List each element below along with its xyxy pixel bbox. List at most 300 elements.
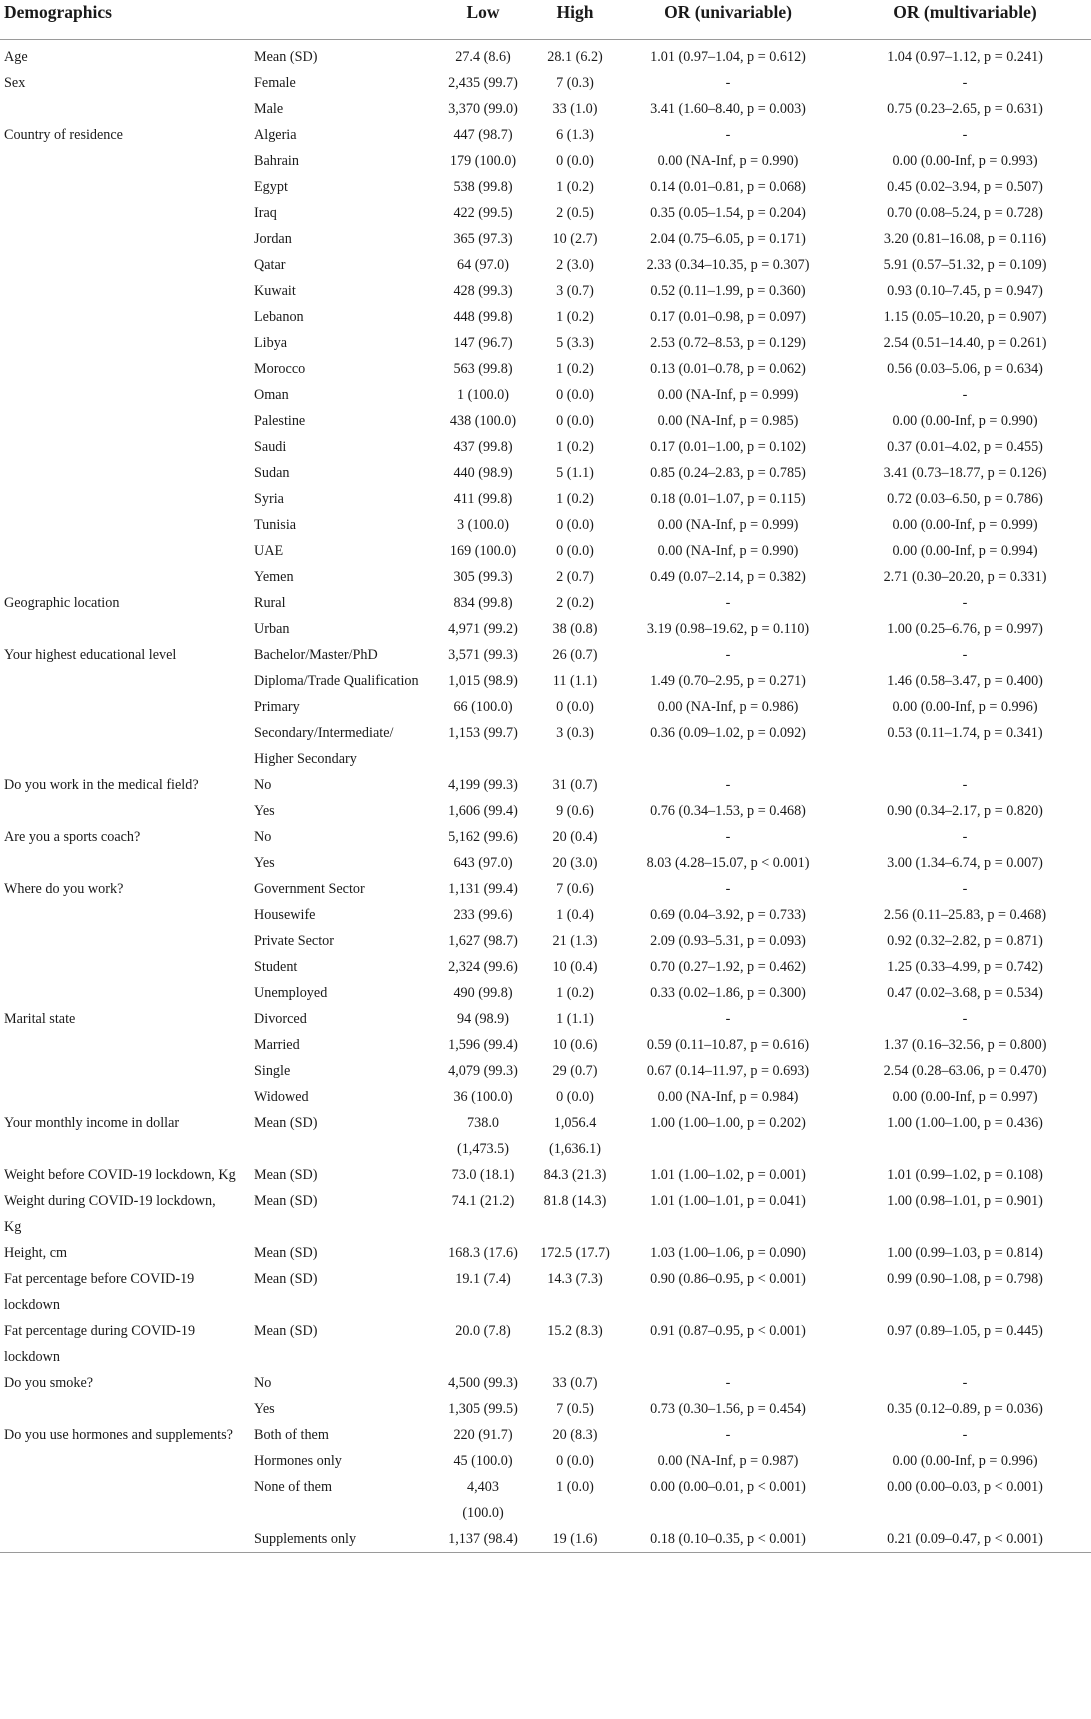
or-multivariable-cell: 0.00 (0.00-Inf, p = 0.996) [892, 698, 1038, 715]
table-row [0, 902, 1091, 928]
or-univariable-cell [617, 1344, 839, 1370]
category-cell: Rural [254, 594, 286, 611]
category-cell: Iraq [254, 204, 277, 221]
table-row [0, 590, 1091, 616]
or-univariable-cell: 1.00 (1.00–1.00, p = 0.202) [650, 1114, 806, 1131]
category-cell: Male [254, 100, 284, 117]
category-cell: Lebanon [254, 308, 304, 325]
variable-cell: Where do you work? [4, 880, 124, 897]
or-univariable-cell: 0.00 (NA-Inf, p = 0.999) [657, 386, 799, 403]
or-univariable-cell: 0.49 (0.07–2.14, p = 0.382) [650, 568, 806, 585]
category-cell: Mean (SD) [254, 1244, 318, 1261]
high-cell: 1,056.4 [553, 1114, 597, 1131]
table-row [0, 174, 1091, 200]
category-cell: Mean (SD) [254, 1270, 318, 1287]
high-cell: 0 (0.0) [556, 1452, 594, 1469]
high-cell [533, 1292, 617, 1318]
high-cell [533, 1500, 617, 1526]
table-row [0, 850, 1091, 876]
or-univariable-cell: 0.33 (0.02–1.86, p = 0.300) [650, 984, 806, 1001]
table-row [0, 39, 1091, 70]
or-univariable-cell: 0.67 (0.14–11.97, p = 0.693) [646, 1062, 810, 1079]
variable-cell: Are you a sports coach? [4, 828, 141, 845]
table-row [0, 434, 1091, 460]
table-row [0, 1448, 1091, 1474]
or-multivariable-cell: - [962, 828, 968, 845]
or-multivariable-cell: 0.90 (0.34–2.17, p = 0.820) [887, 802, 1043, 819]
or-univariable-cell: 0.70 (0.27–1.92, p = 0.462) [650, 958, 806, 975]
variable-cell [0, 1474, 250, 1500]
table-header [0, 0, 1091, 39]
category-cell: Married [254, 1036, 300, 1053]
low-cell: 168.3 (17.6) [448, 1244, 518, 1261]
high-cell: 10 (2.7) [552, 230, 598, 247]
low-cell: (100.0) [462, 1504, 504, 1521]
or-multivariable-cell: 0.00 (0.00-Inf, p = 0.990) [892, 412, 1038, 429]
variable-cell [0, 538, 250, 564]
high-cell: 3 (0.7) [556, 282, 594, 299]
variable-cell [0, 252, 250, 278]
or-multivariable-cell: 0.00 (0.00-Inf, p = 0.993) [892, 152, 1038, 169]
or-univariable-cell: 2.33 (0.34–10.35, p = 0.307) [646, 256, 810, 273]
high-cell: 10 (0.6) [552, 1036, 598, 1053]
low-cell: 3,370 (99.0) [448, 100, 518, 117]
table-row [0, 954, 1091, 980]
or-multivariable-cell: 0.00 (0.00–0.03, p < 0.001) [887, 1478, 1043, 1495]
variable-cell: Kg [4, 1218, 22, 1235]
or-multivariable-cell: - [962, 1426, 968, 1443]
high-cell: 21 (1.3) [552, 932, 598, 949]
or-multivariable-cell [839, 1344, 1091, 1370]
or-univariable-cell: 0.00 (NA-Inf, p = 0.984) [657, 1088, 799, 1105]
table-row [0, 1500, 1091, 1526]
category-cell: Qatar [254, 256, 286, 273]
category-cell: Diploma/Trade Qualification [254, 672, 419, 689]
category-cell: Morocco [254, 360, 306, 377]
high-cell [533, 746, 617, 772]
variable-cell: Fat percentage during COVID-19 [4, 1322, 196, 1339]
table-row [0, 928, 1091, 954]
low-cell: 20.0 (7.8) [455, 1322, 511, 1339]
or-univariable-cell: 1.49 (0.70–2.95, p = 0.271) [650, 672, 806, 689]
high-cell: 172.5 (17.7) [540, 1244, 610, 1261]
high-cell: 1 (0.2) [556, 984, 594, 1001]
variable-cell [0, 96, 250, 122]
or-multivariable-cell: 2.71 (0.30–20.20, p = 0.331) [883, 568, 1047, 585]
low-cell: 440 (98.9) [453, 464, 513, 481]
category-cell [250, 1292, 433, 1318]
table-row [0, 798, 1091, 824]
header-demographics: Demographics [0, 0, 250, 39]
variable-cell [0, 564, 250, 590]
or-univariable-cell: 2.09 (0.93–5.31, p = 0.093) [650, 932, 806, 949]
high-cell: 11 (1.1) [552, 672, 598, 689]
table-row [0, 824, 1091, 850]
category-cell: Government Sector [254, 880, 365, 897]
or-multivariable-cell: 0.47 (0.02–3.68, p = 0.534) [887, 984, 1043, 1001]
low-cell: 2,435 (99.7) [448, 74, 518, 91]
or-multivariable-cell [839, 1214, 1091, 1240]
low-cell: 4,199 (99.3) [448, 776, 518, 793]
low-cell: 437 (99.8) [453, 438, 513, 455]
category-cell: Female [254, 74, 296, 91]
category-cell: Divorced [254, 1010, 307, 1027]
low-cell: 1,596 (99.4) [448, 1036, 518, 1053]
table-row [0, 486, 1091, 512]
low-cell: 36 (100.0) [453, 1088, 513, 1105]
or-multivariable-cell: 1.01 (0.99–1.02, p = 0.108) [887, 1166, 1043, 1183]
table-row [0, 148, 1091, 174]
variable-cell [0, 928, 250, 954]
table-row [0, 96, 1091, 122]
category-cell: Yes [254, 1400, 275, 1417]
or-univariable-cell: 0.36 (0.09–1.02, p = 0.092) [650, 724, 806, 741]
category-cell: No [254, 828, 272, 845]
or-univariable-cell: 0.14 (0.01–0.81, p = 0.068) [650, 178, 806, 195]
table-row [0, 1032, 1091, 1058]
variable-cell: Country of residence [4, 126, 123, 143]
or-univariable-cell: 0.00 (0.00–0.01, p < 0.001) [650, 1478, 806, 1495]
category-cell: UAE [254, 542, 284, 559]
variable-cell [0, 1526, 250, 1553]
or-univariable-cell: 0.18 (0.01–1.07, p = 0.115) [650, 490, 806, 507]
low-cell: 94 (98.9) [456, 1010, 509, 1027]
table-row [0, 564, 1091, 590]
high-cell [533, 1214, 617, 1240]
table-row [0, 356, 1091, 382]
low-cell: 19.1 (7.4) [455, 1270, 511, 1287]
variable-cell [0, 512, 250, 538]
or-univariable-cell: 2.53 (0.72–8.53, p = 0.129) [650, 334, 806, 351]
table-row [0, 1474, 1091, 1500]
or-univariable-cell: 0.85 (0.24–2.83, p = 0.785) [650, 464, 806, 481]
or-univariable-cell: 0.91 (0.87–0.95, p < 0.001) [650, 1322, 806, 1339]
or-univariable-cell: 0.17 (0.01–0.98, p = 0.097) [650, 308, 806, 325]
table-row [0, 304, 1091, 330]
variable-cell: Weight during COVID-19 lockdown, [4, 1192, 216, 1209]
table-row [0, 1188, 1091, 1214]
table-row [0, 720, 1091, 746]
high-cell: 6 (1.3) [556, 126, 594, 143]
low-cell: 147 (96.7) [453, 334, 513, 351]
table-row [0, 226, 1091, 252]
variable-cell [0, 486, 250, 512]
category-cell: Both of them [254, 1426, 329, 1443]
high-cell: 1 (0.0) [556, 1478, 594, 1495]
high-cell: 20 (8.3) [552, 1426, 598, 1443]
high-cell: 0 (0.0) [556, 698, 594, 715]
high-cell: 2 (3.0) [556, 256, 594, 273]
or-univariable-cell: - [725, 126, 731, 143]
high-cell: 33 (0.7) [552, 1374, 598, 1391]
table-row [0, 538, 1091, 564]
low-cell: 4,079 (99.3) [448, 1062, 518, 1079]
variable-cell [0, 720, 250, 746]
high-cell: 28.1 (6.2) [547, 48, 603, 65]
table-row [0, 1266, 1091, 1292]
category-cell: Libya [254, 334, 288, 351]
or-univariable-cell: 0.00 (NA-Inf, p = 0.990) [657, 152, 799, 169]
or-multivariable-cell [839, 1136, 1091, 1162]
or-univariable-cell: - [725, 646, 731, 663]
or-multivariable-cell: 2.54 (0.51–14.40, p = 0.261) [883, 334, 1047, 351]
variable-cell [0, 356, 250, 382]
category-cell: None of them [254, 1478, 333, 1495]
or-univariable-cell [617, 1500, 839, 1526]
category-cell: Hormones only [254, 1452, 342, 1469]
or-univariable-cell: 0.90 (0.86–0.95, p < 0.001) [650, 1270, 806, 1287]
category-cell: Bachelor/Master/PhD [254, 646, 378, 663]
table-row [0, 122, 1091, 148]
high-cell: (1,636.1) [548, 1140, 601, 1157]
category-cell: Secondary/Intermediate/ [254, 724, 394, 741]
low-cell: 179 (100.0) [449, 152, 517, 169]
header-high: High [533, 0, 617, 39]
or-univariable-cell: 0.69 (0.04–3.92, p = 0.733) [650, 906, 806, 923]
table-row [0, 408, 1091, 434]
table-row [0, 278, 1091, 304]
table-row [0, 382, 1091, 408]
or-multivariable-cell: 0.35 (0.12–0.89, p = 0.036) [887, 1400, 1043, 1417]
table-row [0, 1318, 1091, 1344]
category-cell: Widowed [254, 1088, 309, 1105]
or-multivariable-cell: 1.37 (0.16–32.56, p = 0.800) [883, 1036, 1047, 1053]
or-univariable-cell [617, 1136, 839, 1162]
or-univariable-cell: 0.17 (0.01–1.00, p = 0.102) [650, 438, 806, 455]
variable-cell [0, 1032, 250, 1058]
variable-cell: Do you work in the medical field? [4, 776, 199, 793]
low-cell: 233 (99.6) [453, 906, 513, 923]
high-cell: 1 (1.1) [556, 1010, 594, 1027]
high-cell: 1 (0.2) [556, 438, 594, 455]
category-cell: Mean (SD) [254, 48, 318, 65]
high-cell: 5 (1.1) [556, 464, 594, 481]
or-univariable-cell: 0.35 (0.05–1.54, p = 0.204) [650, 204, 806, 221]
or-univariable-cell: 0.13 (0.01–0.78, p = 0.062) [650, 360, 806, 377]
or-univariable-cell: 1.01 (0.97–1.04, p = 0.612) [650, 48, 806, 65]
high-cell: 9 (0.6) [556, 802, 594, 819]
or-univariable-cell [617, 1292, 839, 1318]
variable-cell [0, 174, 250, 200]
or-multivariable-cell: - [962, 646, 968, 663]
low-cell: 3,571 (99.3) [448, 646, 518, 663]
category-cell: Yes [254, 854, 275, 871]
high-cell: 3 (0.3) [556, 724, 594, 741]
category-cell: Primary [254, 698, 300, 715]
table-row [0, 668, 1091, 694]
high-cell: 84.3 (21.3) [543, 1166, 607, 1183]
variable-cell: Do you smoke? [4, 1374, 94, 1391]
or-multivariable-cell: 0.00 (0.00-Inf, p = 0.999) [892, 516, 1038, 533]
or-multivariable-cell: 3.20 (0.81–16.08, p = 0.116) [883, 230, 1047, 247]
high-cell [533, 1344, 617, 1370]
or-univariable-cell: 0.00 (NA-Inf, p = 0.990) [657, 542, 799, 559]
table-row [0, 252, 1091, 278]
variable-cell: Weight before COVID-19 lockdown, Kg [4, 1166, 236, 1183]
table-row [0, 1396, 1091, 1422]
or-univariable-cell: 0.52 (0.11–1.99, p = 0.360) [650, 282, 806, 299]
low-cell: 365 (97.3) [453, 230, 513, 247]
or-multivariable-cell: 0.45 (0.02–3.94, p = 0.507) [887, 178, 1043, 195]
category-cell: Yes [254, 802, 275, 819]
high-cell: 0 (0.0) [556, 542, 594, 559]
or-univariable-cell: - [725, 594, 731, 611]
low-cell: 1,153 (99.7) [448, 724, 518, 741]
or-multivariable-cell: - [962, 776, 968, 793]
category-cell: Supplements only [250, 1526, 433, 1553]
or-univariable-cell: 1.01 (1.00–1.02, p = 0.001) [650, 1166, 806, 1183]
table-row [0, 1006, 1091, 1032]
or-univariable-cell: 2.04 (0.75–6.05, p = 0.171) [650, 230, 806, 247]
low-cell: 66 (100.0) [453, 698, 513, 715]
variable-cell: Your monthly income in dollar [4, 1114, 180, 1131]
high-cell: 7 (0.5) [556, 1400, 594, 1417]
or-multivariable-cell: 0.53 (0.11–1.74, p = 0.341) [887, 724, 1043, 741]
variable-cell: Your highest educational level [4, 646, 177, 663]
or-multivariable-cell: - [962, 1374, 968, 1391]
low-cell: 1,131 (99.4) [448, 880, 518, 897]
table-row [0, 512, 1091, 538]
or-multivariable-cell: 1.00 (0.98–1.01, p = 0.901) [887, 1192, 1043, 1209]
variable-cell [0, 694, 250, 720]
table-row [0, 460, 1091, 486]
high-cell: 26 (0.7) [552, 646, 598, 663]
table-row [0, 694, 1091, 720]
or-univariable-cell: - [725, 776, 731, 793]
or-univariable-cell [617, 746, 839, 772]
variable-cell [0, 304, 250, 330]
table-row [0, 70, 1091, 96]
low-cell [433, 1214, 533, 1240]
or-multivariable-cell: - [962, 1010, 968, 1027]
variable-cell [0, 1084, 250, 1110]
category-cell: Palestine [254, 412, 306, 429]
high-cell: 20 (0.4) [552, 828, 598, 845]
or-multivariable-cell: 0.99 (0.90–1.08, p = 0.798) [887, 1270, 1043, 1287]
variable-cell [0, 278, 250, 304]
high-cell: 0 (0.0) [556, 152, 594, 169]
category-cell: Oman [254, 386, 289, 403]
or-multivariable-cell: 1.04 (0.97–1.12, p = 0.241) [887, 48, 1043, 65]
low-cell: 27.4 (8.6) [455, 48, 511, 65]
or-multivariable-cell: 5.91 (0.57–51.32, p = 0.109) [883, 256, 1047, 273]
low-cell: 64 (97.0) [456, 256, 509, 273]
high-cell: 0 (0.0) [556, 1088, 594, 1105]
table-row [0, 980, 1091, 1006]
or-multivariable-cell: 3.41 (0.73–18.77, p = 0.126) [883, 464, 1047, 481]
or-multivariable-cell: 2.56 (0.11–25.83, p = 0.468) [883, 906, 1047, 923]
or-univariable-cell: - [725, 1426, 731, 1443]
low-cell [433, 746, 533, 772]
table-row [0, 1292, 1091, 1318]
variable-cell [0, 434, 250, 460]
high-cell: 14.3 (7.3) [547, 1270, 603, 1287]
low-cell: 411 (99.8) [453, 490, 513, 507]
category-cell: Saudi [254, 438, 287, 455]
variable-cell [0, 668, 250, 694]
category-cell [250, 1136, 433, 1162]
or-univariable-cell: 0.00 (NA-Inf, p = 0.999) [657, 516, 799, 533]
or-multivariable-cell [839, 1292, 1091, 1318]
category-cell: Urban [254, 620, 290, 637]
table-row [0, 330, 1091, 356]
table-row [0, 1058, 1091, 1084]
or-multivariable-cell: 1.00 (0.99–1.03, p = 0.814) [887, 1244, 1043, 1261]
or-univariable-cell: 1.03 (1.00–1.06, p = 0.090) [650, 1244, 806, 1261]
category-cell: Algeria [254, 126, 297, 143]
table-row [0, 746, 1091, 772]
low-cell: 1,015 (98.9) [448, 672, 518, 689]
header-category [250, 0, 433, 39]
category-cell: Syria [254, 490, 284, 507]
table-row [0, 1370, 1091, 1396]
table-row [0, 1344, 1091, 1370]
or-univariable-cell: 0.18 (0.10–0.35, p < 0.001) [617, 1526, 839, 1553]
or-multivariable-cell: 3.00 (1.34–6.74, p = 0.007) [887, 854, 1043, 871]
table-row [0, 772, 1091, 798]
high-cell: 1 (0.2) [556, 178, 594, 195]
high-cell: 0 (0.0) [556, 516, 594, 533]
or-univariable-cell: 0.00 (NA-Inf, p = 0.987) [657, 1452, 799, 1469]
variable-cell: Age [4, 48, 28, 65]
variable-cell [0, 200, 250, 226]
table-row [0, 1136, 1091, 1162]
low-cell: 738.0 [467, 1114, 499, 1131]
high-cell: 15.2 (8.3) [547, 1322, 603, 1339]
variable-cell [0, 1500, 250, 1526]
variable-cell [0, 850, 250, 876]
low-cell: 563 (99.8) [453, 360, 513, 377]
high-cell: 2 (0.7) [556, 568, 594, 585]
or-univariable-cell: 1.01 (1.00–1.01, p = 0.041) [650, 1192, 806, 1209]
low-cell: 4,403 [467, 1478, 499, 1495]
or-univariable-cell: - [725, 1010, 731, 1027]
low-cell: 74.1 (21.2) [451, 1192, 515, 1209]
or-univariable-cell: 8.03 (4.28–15.07, p < 0.001) [646, 854, 810, 871]
or-multivariable-cell: 0.00 (0.00-Inf, p = 0.996) [892, 1452, 1038, 1469]
variable-cell [0, 382, 250, 408]
high-cell: 5 (3.3) [556, 334, 594, 351]
category-cell: Jordan [254, 230, 292, 247]
variable-cell: Geographic location [4, 594, 120, 611]
or-multivariable-cell: - [962, 74, 968, 91]
or-multivariable-cell: 0.93 (0.10–7.45, p = 0.947) [887, 282, 1043, 299]
or-multivariable-cell: 2.54 (0.28–63.06, p = 0.470) [883, 1062, 1047, 1079]
category-cell: Higher Secondary [254, 750, 357, 767]
low-cell: 1 (100.0) [456, 386, 509, 403]
category-cell: Unemployed [254, 984, 328, 1001]
table-row [0, 616, 1091, 642]
category-cell [250, 1344, 433, 1370]
high-cell: 7 (0.3) [556, 74, 594, 91]
high-cell: 0 (0.0) [556, 386, 594, 403]
high-cell: 29 (0.7) [552, 1062, 598, 1079]
high-cell: 38 (0.8) [552, 620, 598, 637]
or-multivariable-cell: 0.00 (0.00-Inf, p = 0.997) [892, 1088, 1038, 1105]
table-row [0, 1214, 1091, 1240]
table-body [0, 39, 1091, 1552]
or-multivariable-cell: - [962, 126, 968, 143]
low-cell: 643 (97.0) [453, 854, 513, 871]
variable-cell [0, 1448, 250, 1474]
or-multivariable-cell: 0.21 (0.09–0.47, p < 0.001) [839, 1526, 1091, 1553]
variable-cell [0, 746, 250, 772]
or-univariable-cell: 0.59 (0.11–10.87, p = 0.616) [646, 1036, 810, 1053]
high-cell: 2 (0.2) [556, 594, 594, 611]
variable-cell [0, 954, 250, 980]
low-cell: 169 (100.0) [449, 542, 517, 559]
or-multivariable-cell: 1.15 (0.05–10.20, p = 0.907) [883, 308, 1047, 325]
